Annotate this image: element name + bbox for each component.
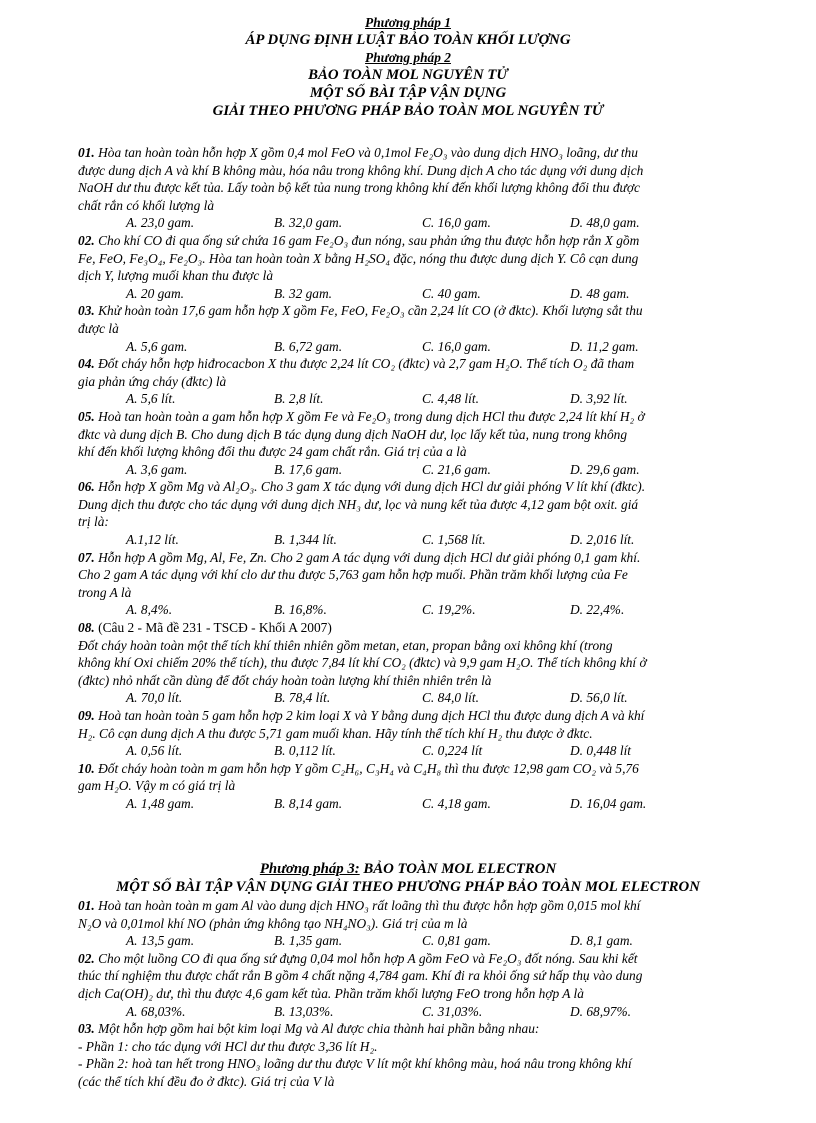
question-text-line	[78, 1020, 778, 1038]
question-text: Một hỗn hợp gồm hai bột kim loại Mg và Al được chia thành hai phần bằng nhau:	[98, 1021, 540, 1037]
answer-option: B. 16,8%.	[274, 602, 327, 618]
question-number: 03.	[78, 303, 95, 319]
answer-option: B. 32 gam.	[274, 285, 333, 301]
question-text-line	[78, 302, 778, 320]
answer-option: C. 31,03%.	[422, 1003, 483, 1019]
answer-option: D. 11,2 gam.	[570, 338, 639, 354]
section1-heading: ÁP DỤNG ĐỊNH LUẬT BẢO TOÀN KHỐI LƯỢNG	[245, 32, 571, 48]
question-text-line: NaOH dư thu được kết tủa. Lấy toàn bộ kết tủa nung trong không khí đến khối lượng không đổi thu được	[78, 180, 640, 196]
question-item	[78, 408, 778, 478]
question-item	[78, 897, 778, 950]
question-text-line: khí đến khối lượng không đổi thu được 24 gam chất rắn. Giá trị của a là	[78, 444, 467, 460]
answer-options	[78, 214, 778, 232]
question-text: Đốt cháy hỗn hợp hiđrocacbon X thu được 2,24 lít CO₂ (đktc) và 2,7 gam H₂O. Thể tích O₂ đã tham	[98, 356, 635, 372]
question-text-line: Đốt cháy hoàn toàn một thể tích khí thiên nhiên gồm metan, etan, propan bằng oxi không khí (trong	[78, 637, 613, 653]
question-text-line	[78, 707, 778, 725]
answer-options	[78, 742, 778, 760]
answer-options	[78, 390, 778, 408]
question-text-line: (đktc) nhỏ nhất cần dùng để đốt cháy hoàn toàn lượng khí thiên nhiên trên là	[78, 672, 492, 688]
answer-option: B. 32,0 gam.	[274, 215, 343, 231]
answer-option: A. 5,6 gam.	[126, 338, 188, 354]
question-item	[78, 760, 778, 813]
question-text-line: Dung dịch thu được cho tác dụng với dung dịch NH₃ dư, lọc và nung kết tủa được 4,12 gam bột oxit. giá	[78, 496, 639, 512]
question-note: (Câu 2 - Mã đề 231 - TSCĐ - Khối A 2007)	[98, 620, 332, 636]
answer-option: A. 70,0 lít.	[126, 690, 183, 706]
answer-option: A. 0,56 lít.	[126, 743, 183, 759]
question-number: 08.	[78, 620, 95, 636]
question-text: Đốt cháy hoàn toàn m gam hỗn hợp Y gồm C₂H₆, C₃H₄ và C₄H₈ thì thu được 12,98 gam CO₂ và 5,76	[98, 760, 639, 776]
question-text: Cho một luồng CO đi qua ống sứ đựng 0,04 mol hỗn hợp A gồm FeO và Fe₂O₃ đốt nóng. Sau khi kết	[98, 950, 638, 966]
answer-option: D. 48 gam.	[570, 285, 630, 301]
question-text-line	[78, 355, 778, 373]
question-item	[78, 478, 778, 548]
question-part-line: (các thể tích khí đều đo ở đktc). Giá trị của V là	[78, 1073, 335, 1089]
question-number: 10.	[78, 760, 95, 776]
question-text-line	[78, 408, 778, 426]
answer-option: D. 2,016 lít.	[570, 532, 635, 548]
answer-options	[78, 795, 778, 813]
answer-option: D. 22,4%.	[570, 602, 625, 618]
question-text: Hoà tan hoàn toàn a gam hỗn hợp X gồm Fe và Fe₂O₃ trong dung dịch HCl thu được 2,24 lít khí H₂ ở	[98, 408, 645, 424]
question-item	[78, 355, 778, 408]
question-text: Hoà tan hoàn toàn m gam Al vào dung dịch HNO₃ rất loãng thì thu được hỗn hợp gồm 0,015 mol khí	[98, 898, 641, 913]
question-number: 06.	[78, 479, 95, 495]
question-text-line: được dung dịch A và khí B không màu, hóa nâu trong không khí. Dung dịch A cho tác dụng với dung dịch	[78, 162, 644, 178]
answer-option: B. 0,112 lít.	[274, 743, 336, 759]
question-text-line	[78, 232, 778, 250]
answer-option: C. 1,568 lít.	[422, 532, 486, 548]
answer-option: B. 6,72 gam.	[274, 338, 343, 354]
question-text-line: chất rắn có khối lượng là	[78, 197, 215, 213]
question-number: 02.	[78, 950, 95, 966]
answer-options	[78, 531, 778, 549]
answer-option: A. 5,6 lít.	[126, 391, 176, 407]
answer-option: C. 16,0 gam.	[422, 215, 491, 231]
question-number: 02.	[78, 232, 95, 248]
answer-option: D. 29,6 gam.	[570, 461, 640, 477]
question-text-line: không khí Oxi chiếm 20% thể tích), thu được 7,84 lít khí CO₂ (đktc) và 9,9 gam H₂O. Thể tích không khí ở	[78, 655, 647, 671]
section2-heading-2: MỘT SỐ BÀI TẬP VẬN DỤNG	[309, 85, 507, 101]
question-text-line: trong A là	[78, 584, 132, 600]
question-text-line: gam H₂O. Vậy m có giá trị là	[78, 778, 236, 794]
section1-header	[0, 14, 816, 120]
question-text: Hỗn hợp A gồm Mg, Al, Fe, Zn. Cho 2 gam A tác dụng với dung dịch HCl dư giải phóng 0,1 gam khí.	[98, 549, 641, 565]
answer-option: C. 40 gam.	[422, 285, 481, 301]
question-text-line	[78, 144, 778, 162]
answer-option: B. 1,35 gam.	[274, 933, 343, 949]
section1-label: Phương pháp 1	[365, 15, 451, 30]
question-text: Cho khí CO đi qua ống sứ chứa 16 gam Fe₂O₃ đun nóng, sau phản ứng thu được hỗn hợp rắn X gồm	[98, 232, 640, 248]
answer-option: B. 2,8 lít.	[274, 391, 324, 407]
question-text-line: thúc thí nghiệm thu được chất rắn B gồm 4 chất nặng 4,784 gam. Khí đi ra khỏi ống sứ hấp thụ vào dung	[78, 968, 643, 984]
answer-option: B. 13,03%.	[274, 1003, 334, 1019]
question-number: 07.	[78, 549, 95, 565]
question-item	[78, 950, 778, 1020]
question-text-line: dịch Y, lượng muối khan thu được là	[78, 268, 274, 284]
answer-options	[78, 338, 778, 356]
answer-option: A. 23,0 gam.	[126, 215, 195, 231]
question-number: 04.	[78, 356, 95, 372]
answer-option: D. 16,04 gam.	[570, 795, 647, 811]
answer-option: C. 0,81 gam.	[422, 933, 491, 949]
question-item	[78, 619, 778, 707]
answer-option: A. 13,5 gam.	[126, 933, 195, 949]
question-text-line: đktc và dung dịch B. Cho dung dịch B tác dụng dung dịch NaOH dư, lọc lấy kết tủa, nung trong không	[78, 426, 628, 442]
section2-label: Phương pháp 2	[365, 50, 451, 65]
question-text-line	[78, 619, 778, 637]
question-text: Hoà tan hoàn toàn 5 gam hỗn hợp 2 kim loại X và Y bằng dung dịch HCl thu được dung dịch A và khí	[98, 708, 645, 723]
answer-options	[78, 689, 778, 707]
answer-option: D. 0,448 lít	[570, 743, 632, 759]
question-item	[78, 144, 778, 232]
question-text-line	[78, 760, 778, 778]
answer-option: B. 17,6 gam.	[274, 461, 343, 477]
question-text-line: H₂. Cô cạn dung dịch A thu được 5,71 gam muối khan. Hãy tính thể tích khí H₂ thu được ở đktc.	[78, 725, 593, 741]
question-part-line: - Phần 1: cho tác dụng với HCl dư thu được 3,36 lít H₂.	[78, 1038, 378, 1054]
answer-option: C. 4,48 lít.	[422, 391, 479, 407]
section3-label: Phương pháp 3:	[259, 861, 360, 877]
question-text-line: gia phản ứng cháy (đktc) là	[78, 373, 227, 389]
question-item	[78, 232, 778, 302]
answer-options	[78, 1003, 778, 1021]
answer-options	[78, 932, 778, 950]
question-item	[78, 1020, 778, 1090]
question-text-line: N₂O và 0,01mol khí NO (phản ứng không tạo NH₄NO₃). Giá trị của m là	[78, 915, 468, 931]
question-text: Khử hoàn toàn 17,6 gam hỗn hợp X gồm Fe, FeO, Fe₂O₃ cần 2,24 lít CO (ở đktc). Khối lượng sắt thu	[98, 303, 643, 319]
answer-option: B. 1,344 lít.	[274, 532, 337, 548]
answer-options	[78, 285, 778, 303]
answer-option: D. 48,0 gam.	[570, 215, 640, 231]
answer-option: C. 16,0 gam.	[422, 338, 491, 354]
answer-option: B. 78,4 lít.	[274, 690, 331, 706]
question-number: 05.	[78, 408, 95, 424]
question-text: Hỗn hợp X gồm Mg và Al₂O₃. Cho 3 gam X tác dụng với dung dịch HCl dư giải phóng V lít khí (đktc).	[98, 479, 646, 495]
section2-heading-1: BẢO TOÀN MOL NGUYÊN TỬ	[308, 67, 508, 83]
question-part-line: - Phần 2: hoà tan hết trong HNO₃ loãng dư thu được V lít một khí không màu, hoá nâu trong không khí	[78, 1056, 632, 1072]
answer-option: A.1,12 lít.	[126, 532, 179, 548]
answer-option: D. 56,0 lít.	[570, 690, 628, 706]
question-number: 01.	[78, 898, 95, 913]
answer-option: D. 3,92 lít.	[570, 391, 628, 407]
section3-label-rest: BẢO TOÀN MOL ELECTRON	[359, 861, 557, 877]
answer-option: C. 84,0 lít.	[422, 690, 479, 706]
question-text-line	[78, 950, 778, 968]
question-item	[78, 549, 778, 619]
answer-option: A. 8,4%.	[126, 602, 173, 618]
answer-option: D. 8,1 gam.	[570, 933, 633, 949]
section3-question-list	[78, 897, 778, 1091]
answer-options	[78, 461, 778, 479]
answer-option: D. 68,97%.	[570, 1003, 631, 1019]
question-number: 09.	[78, 708, 95, 723]
section2-question-list	[78, 144, 778, 813]
answer-option: B. 8,14 gam.	[274, 795, 343, 811]
answer-option: A. 68,03%.	[126, 1003, 186, 1019]
question-text-line: dịch Ca(OH)₂ dư, thì thu được 4,6 gam kết tủa. Phần trăm khối lượng FeO trong hỗn hợp A là	[78, 985, 584, 1001]
section3-heading: MỘT SỐ BÀI TẬP VẬN DỤNG GIẢI THEO PHƯƠNG PHÁP BẢO TOÀN MOL ELECTRON	[116, 879, 700, 895]
answer-option: A. 20 gam.	[126, 285, 185, 301]
answer-option: A. 3,6 gam.	[126, 461, 188, 477]
question-text-line	[78, 478, 778, 496]
question-text-line: trị là:	[78, 514, 109, 530]
question-item	[78, 302, 778, 355]
question-text-line: được là	[78, 320, 119, 336]
section2-heading-3: GIẢI THEO PHƯƠNG PHÁP BẢO TOÀN MOL NGUYÊN TỬ	[212, 103, 604, 119]
question-text-line: Fe, FeO, Fe₃O₄, Fe₂O₃. Hòa tan hoàn toàn X bằng H₂SO₄ đặc, nóng thu được dung dịch Y. Cô cạn dung	[78, 250, 639, 266]
answer-option: A. 1,48 gam.	[126, 795, 195, 811]
question-number: 01.	[78, 145, 95, 160]
question-number: 03.	[78, 1021, 95, 1037]
question-text-line	[78, 549, 778, 567]
question-text: Hòa tan hoàn toàn hỗn hợp X gồm 0,4 mol FeO và 0,1mol Fe₂O₃ vào dung dịch HNO₃ loãng, dư thu	[98, 145, 638, 160]
answer-option: C. 19,2%.	[422, 602, 476, 618]
question-item	[78, 707, 778, 760]
question-text-line: Cho 2 gam A tác dụng với khí clo dư thu được 5,763 gam hỗn hợp muối. Phần trăm khối lượng của Fe	[78, 567, 628, 583]
question-text-line	[78, 897, 778, 915]
section3-header	[0, 860, 816, 896]
answer-option: C. 4,18 gam.	[422, 795, 491, 811]
answer-option: C. 0,224 lít	[422, 743, 483, 759]
answer-option: C. 21,6 gam.	[422, 461, 491, 477]
answer-options	[78, 601, 778, 619]
